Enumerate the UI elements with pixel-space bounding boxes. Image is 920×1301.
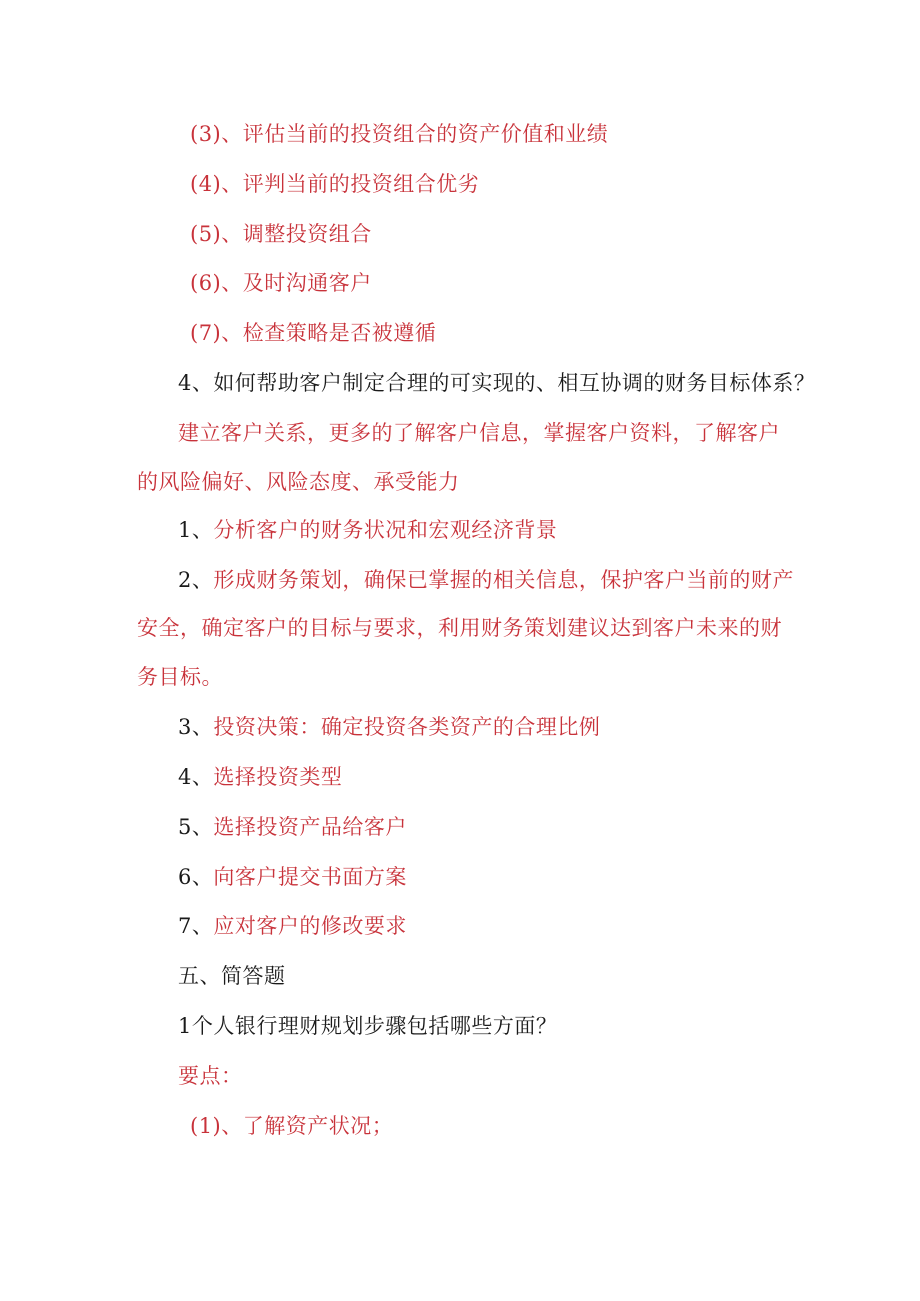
step-text: 形成财务策划，确保已掌握的相关信息，保护客户当前的财产: [213, 568, 794, 592]
step-item-4: [178, 762, 342, 792]
list-item-text: (3)、评估当前的投资组合的资产价值和业绩: [190, 122, 609, 146]
step-text: 投资决策：确定投资各类资产的合理比例: [213, 715, 601, 739]
question-text: 1个人银行理财规划步骤包括哪些方面？: [178, 1014, 558, 1038]
step-number: 3、: [178, 715, 214, 739]
list-item-text: (6)、及时沟通客户: [190, 271, 372, 295]
section-heading: [178, 961, 286, 991]
step-text: 分析客户的财务状况和宏观经济背景: [213, 518, 558, 542]
step-number: 5、: [178, 815, 214, 839]
step-text: 务目标。: [137, 665, 223, 689]
step-item-2-continued: [137, 613, 782, 643]
step-item-1: [178, 515, 557, 545]
list-item-5: [190, 219, 372, 249]
paragraph-text: 建立客户关系，更多的了解客户信息，掌握客户资料，了解客户: [178, 421, 780, 445]
answer-paragraph-line-1: [178, 418, 780, 448]
step-item-2-continued: [137, 662, 223, 692]
step-text: 选择投资类型: [213, 765, 343, 789]
step-item-6: [178, 862, 407, 892]
step-text: 选择投资产品给客户: [213, 815, 407, 839]
list-item-text: (5)、调整投资组合: [190, 222, 372, 246]
step-item-2: [178, 565, 794, 595]
list-item-3: [190, 119, 608, 149]
step-text: 应对客户的修改要求: [213, 914, 407, 938]
paragraph-text: 的风险偏好、风险态度、承受能力: [137, 470, 460, 494]
key-point-item-1: [190, 1111, 393, 1141]
step-number: 2、: [178, 568, 214, 592]
list-item-text: (1)、了解资产状况；: [190, 1114, 394, 1138]
step-text: 安全，确定客户的目标与要求，利用财务策划建议达到客户未来的财: [137, 616, 782, 640]
step-number: 7、: [178, 914, 214, 938]
list-item-text: (4)、评判当前的投资组合优劣: [190, 172, 480, 196]
step-item-5: [178, 812, 407, 842]
question-1-heading: [178, 1011, 557, 1041]
step-number: 1、: [178, 518, 214, 542]
step-item-7: [178, 911, 407, 941]
step-item-3: [178, 712, 600, 742]
step-number: 4、: [178, 765, 214, 789]
question-4-heading: [178, 368, 815, 398]
step-number: 6、: [178, 865, 214, 889]
list-item-4: [190, 169, 479, 199]
key-points-label: [178, 1061, 243, 1091]
list-item-6: [190, 268, 372, 298]
step-text: 向客户提交书面方案: [213, 865, 407, 889]
label-text: 要点：: [178, 1064, 243, 1088]
section-title: 五、简答题: [178, 964, 286, 988]
question-text: 4、如何帮助客户制定合理的可实现的、相互协调的财务目标体系？: [178, 371, 816, 395]
answer-paragraph-line-2: [137, 467, 460, 497]
list-item-text: (7)、检查策略是否被遵循: [190, 321, 437, 345]
list-item-7: [190, 318, 436, 348]
